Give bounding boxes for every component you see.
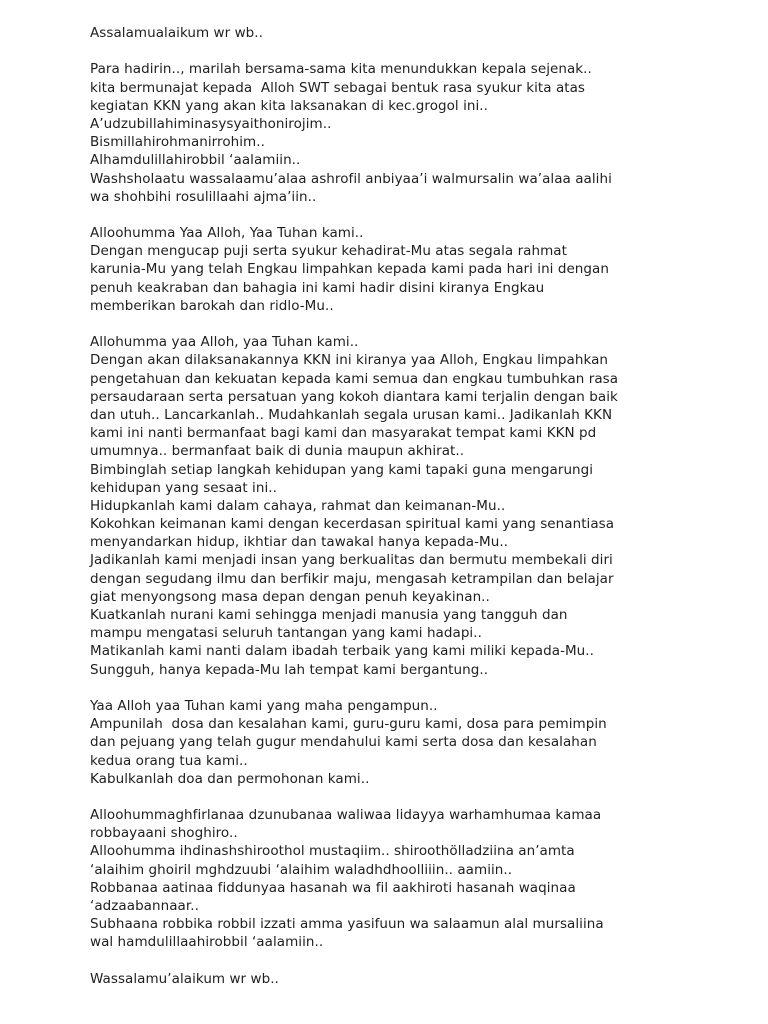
- paragraph: [90, 60, 730, 206]
- text-line: kegiatan KKN yang akan kita laksanakan di kec.grogol ini..: [90, 97, 488, 114]
- text-line: ‘adzaabannaar..: [90, 898, 199, 914]
- text-line: Robbanaa aatinaa fiddunyaa hasanah wa fil aakhiroti hasanah waqinaa: [90, 879, 576, 896]
- text-line: Kuatkanlah nurani kami sehingga menjadi manusia yang tangguh dan: [90, 607, 568, 623]
- text-line: umumnya.. bermanfaat baik di dunia maupun akhirat..: [90, 443, 465, 460]
- paragraph: [90, 806, 730, 952]
- text-line: Matikanlah kami nanti dalam ibadah terbaik yang kami miliki kepada-Mu..: [90, 643, 594, 660]
- text-line: kami ini nanti bermanfaat bagi kami dan masyarakat tempat kami KKN pd: [90, 425, 597, 442]
- paragraph: [90, 224, 730, 315]
- text-line: dengan segudang ilmu dan berfikir maju, mengasah ketrampilan dan belajar: [90, 570, 614, 587]
- text-line: pengetahuan dan kekuatan kepada kami semua dan engkau tumbuhkan rasa: [90, 370, 619, 387]
- text-line: menyandarkan hidup, ikhtiar dan tawakal hanya kepada-Mu..: [90, 534, 509, 551]
- text-line: Alhamdulillahirobbil ‘aalamiin..: [90, 152, 301, 169]
- text-line: Alloohummaghfirlanaa dzunubanaa waliwaa lidayya warhamhumaa kamaa: [90, 807, 602, 824]
- text-line: Yaa Alloh yaa Tuhan kami yang maha pengampun..: [90, 697, 438, 714]
- text-line: karunia-Mu yang telah Engkau limpahkan kepada kami pada hari ini dengan: [90, 261, 609, 278]
- text-line: Subhaana robbika robbil izzati amma yasifuun wa salaamun alal mursaliina: [90, 916, 604, 933]
- text-line: Jadikanlah kami menjadi insan yang berkualitas dan bermutu membekali diri: [90, 552, 613, 569]
- text-line: robbayaani shoghiro..: [90, 825, 238, 842]
- text-line: Kabulkanlah doa dan permohonan kami..: [90, 770, 370, 787]
- paragraph: [90, 697, 730, 788]
- text-line: Alloohumma Yaa Alloh, Yaa Tuhan kami..: [90, 225, 364, 242]
- text-line: persaudaraan serta persatuan yang kokoh diantara kami terjalin dengan baik: [90, 388, 618, 405]
- text-line: kita bermunajat kepada Alloh SWT sebagai bentuk rasa syukur kita atas: [90, 79, 586, 96]
- text-line: penuh keakraban dan bahagia ini kami hadir disini kiranya Engkau: [90, 279, 545, 296]
- text-line: ‘alaihim ghoiril mghdzuubi ‘alaihim waladhdhoolliiin.. aamiin..: [90, 861, 513, 878]
- text-line: giat menyongsong masa depan dengan penuh keyakinan..: [90, 588, 490, 605]
- text-line: Kokohkan keimanan kami dengan kecerdasan spiritual kami yang senantiasa: [90, 516, 615, 533]
- text-line: Assalamualaikum wr wb..: [90, 25, 263, 41]
- text-line: Bimbinglah setiap langkah kehidupan yang kami tapaki guna mengarungi: [90, 461, 594, 478]
- text-line: wal hamdulillaahirobbil ‘aalamiin..: [90, 934, 324, 951]
- text-line: memberikan barokah dan ridlo-Mu..: [90, 297, 334, 314]
- text-line: mampu mengatasi seluruh tantangan yang kami hadapi..: [90, 625, 482, 642]
- paragraph: [90, 970, 730, 988]
- text-line: Wassalamu’alaikum wr wb..: [90, 970, 279, 987]
- document-body: [90, 24, 730, 988]
- text-line: wa shohbihi rosulillaahi ajma’iin..: [90, 188, 317, 205]
- text-line: Ampunilah dosa dan kesalahan kami, guru-guru kami, dosa para pemimpin: [90, 716, 607, 733]
- text-line: Alloohumma ihdinashshiroothol mustaqiim.. shiroothölladziina an’amta: [90, 843, 575, 860]
- text-line: Bismillahirohmanirrohim..: [90, 134, 265, 151]
- text-line: dan pejuang yang telah gugur mendahului kami serta dosa dan kesalahan: [90, 734, 597, 751]
- text-line: A’udzubillahiminasysyaithonirojim..: [90, 115, 332, 132]
- paragraph: [90, 333, 730, 679]
- text-line: Dengan mengucap puji serta syukur kehadirat-Mu atas segala rahmat: [90, 243, 567, 260]
- text-line: Sungguh, hanya kepada-Mu lah tempat kami bergantung..: [90, 661, 489, 678]
- text-line: Hidupkanlah kami dalam cahaya, rahmat dan keimanan-Mu..: [90, 497, 506, 514]
- text-line: Allohumma yaa Alloh, yaa Tuhan kami..: [90, 334, 359, 351]
- text-line: Dengan akan dilaksanakannya KKN ini kiranya yaa Alloh, Engkau limpahkan: [90, 352, 609, 369]
- text-line: dan utuh.. Lancarkanlah.. Mudahkanlah segala urusan kami.. Jadikanlah KKN: [90, 406, 613, 423]
- paragraph: [90, 24, 730, 42]
- text-line: kedua orang tua kami..: [90, 752, 248, 769]
- text-line: kehidupan yang sesaat ini..: [90, 479, 277, 496]
- text-line: Washsholaatu wassalaamu’alaa ashrofil anbiyaa’i walmursalin wa’alaa aalihi: [90, 170, 612, 187]
- text-line: Para hadirin.., marilah bersama-sama kita menundukkan kepala sejenak..: [90, 61, 592, 78]
